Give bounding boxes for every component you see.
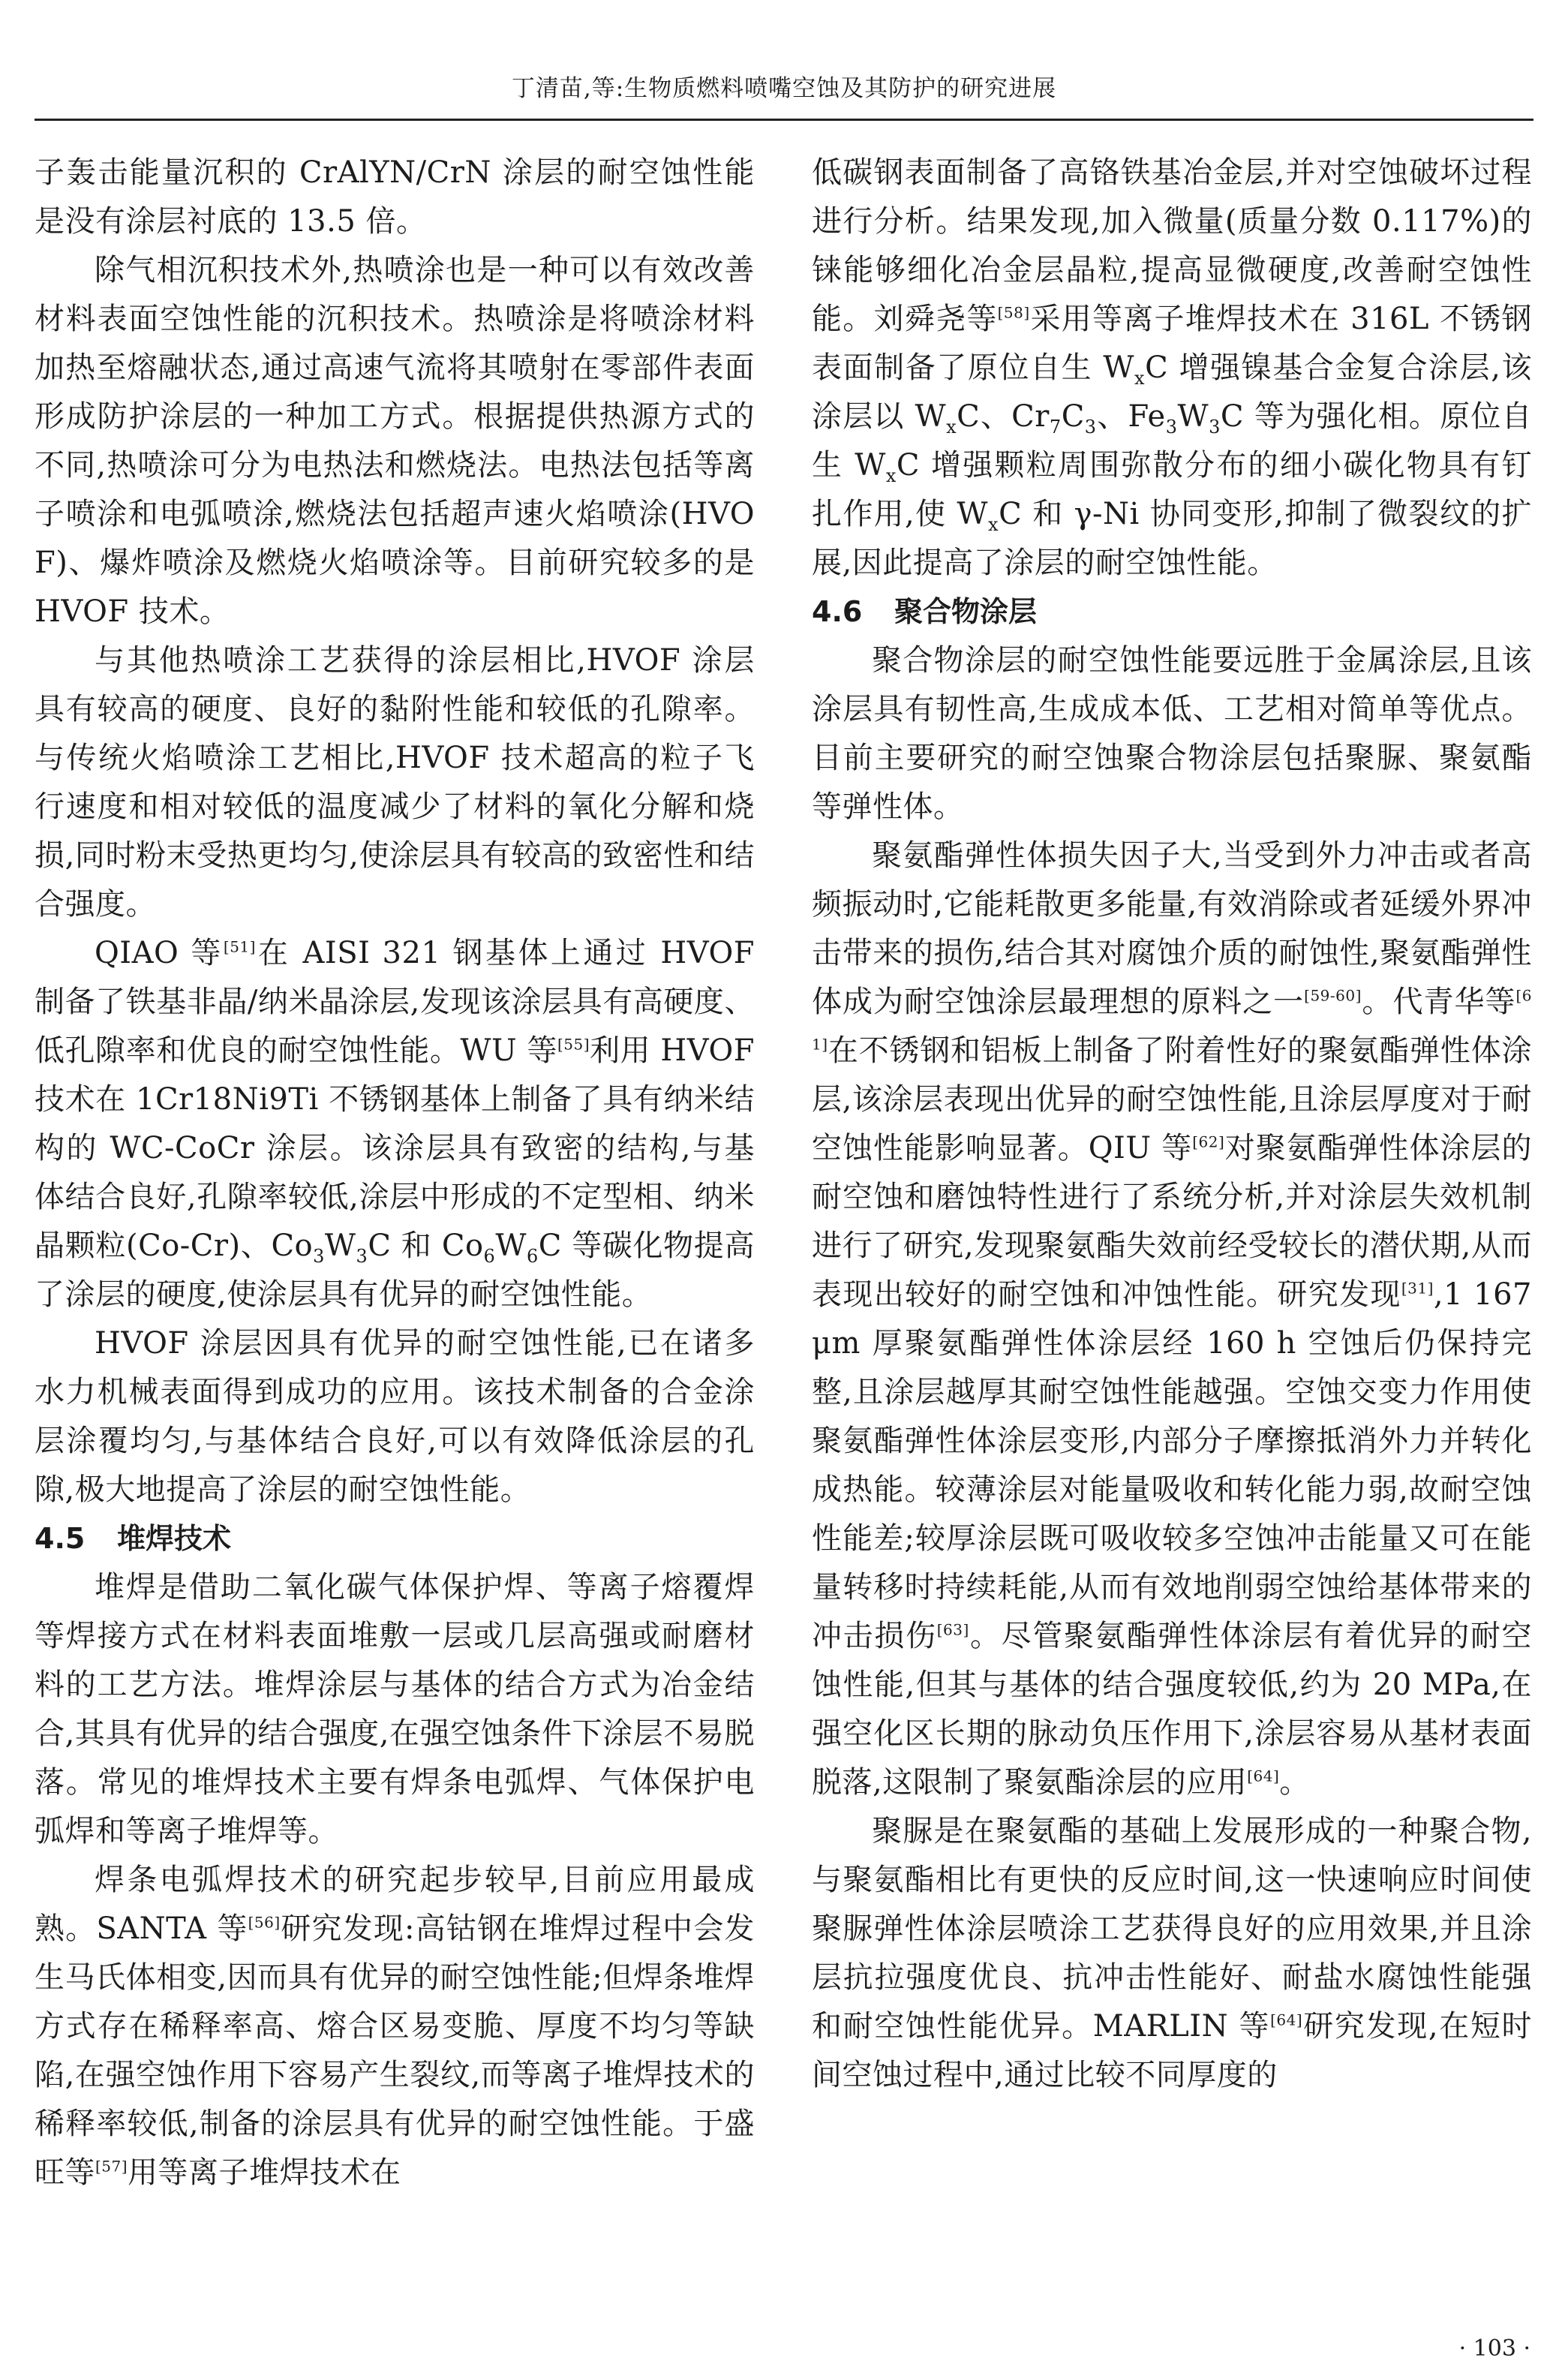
paragraph: 除气相沉积技术外,热喷涂也是一种可以有效改善材料表面空蚀性能的沉积技术。热喷涂是将喷涂材料加热至熔融状态,通过高速气流将其喷射在零部件表面形成防护涂层的一种加工方式。根据提供热源方式的不同,热喷涂可分为电热法和燃烧法。电热法包括等离子喷涂和电弧喷涂,燃烧法包括超声速火焰喷涂(HVOF)、爆炸喷涂及燃烧火焰喷涂等。目前研究较多的是 HVOF 技术。 (35, 253, 755, 629)
citation: [57] (95, 2157, 128, 2176)
section-heading: 4.6 聚合物涂层 (812, 595, 1038, 628)
paragraph: HVOF 涂层因具有优异的耐空蚀性能,已在诸多水力机械表面得到成功的应用。该技术制备的合金涂层涂覆均匀,与基体结合良好,可以有效降低涂层的孔隙,极大地提高了涂层的耐空蚀性能。 (35, 1326, 755, 1507)
citation: [56] (248, 1913, 281, 1932)
citation: [31] (1401, 1279, 1434, 1298)
page-number: · 103 · (1458, 2335, 1530, 2362)
paragraph: 与其他热喷涂工艺获得的涂层相比,HVOF 涂层具有较高的硬度、良好的黏附性能和较低的孔隙率。与传统火焰喷涂工艺相比,HVOF 技术超高的粒子飞行速度和相对较低的温度减少了材料的氧化分解和烧损,同时粉末受热更均匀,使涂层具有较高的致密性和结合强度。 (35, 643, 755, 922)
paragraph: 聚氨酯弹性体损失因子大,当受到外力冲击或者高频振动时,它能耗散更多能量,有效消除或者延缓外界冲击带来的损伤,结合其对腐蚀介质的耐蚀性,聚氨酯弹性体成为耐空蚀涂层最理想的原料之一[59-60]。代青华等[61]在不锈钢和铝板上制备了附着性好的聚氨酯弹性体涂层,该涂层表现出优异的耐空蚀性能,且涂层厚度对于耐空蚀性能影响显著。QIU 等[62]对聚氨酯弹性体涂层的耐空蚀和磨蚀特性进行了系统分析,并对涂层失效机制进行了研究,发现聚氨酯失效前经受较长的潜伏期,从而表现出较好的耐空蚀和冲蚀性能。研究发现[31],1 167 μm 厚聚氨酯弹性体涂层经 160 h 空蚀后仍保持完整,且涂层越厚其耐空蚀性能越强。空蚀交变力作用使聚氨酯弹性体涂层变形,内部分子摩擦抵消外力并转化成热能。较薄涂层对能量吸收和转化能力弱,故耐空蚀性能差;较厚涂层既可吸收较多空蚀冲击能量又可在能量转移时持续耗能,从而有效地削弱空蚀给基体带来的冲击损伤[63]。尽管聚氨酯弹性体涂层有着优异的耐空蚀性能,但其与基体的结合强度较低,约为 20 MPa,在强空化区长期的脉动负压作用下,涂层容易从基材表面脱落,这限制了聚氨酯涂层的应用[64]。 (812, 838, 1533, 1800)
citation: [55] (557, 1035, 590, 1054)
citation: [59-60] (1304, 986, 1362, 1005)
citation: [64] (1270, 2011, 1303, 2029)
paragraph: 低碳钢表面制备了高铬铁基冶金层,并对空蚀破坏过程进行分析。结果发现,加入微量(质量分数 0.117%)的铼能够细化冶金层晶粒,提高显微硬度,改善耐空蚀性能。刘舜尧等[58]采用等离子堆焊技术在 316L 不锈钢表面制备了原位自生 $W_xC$ 增强镍基合金复合涂层,该涂层以 $W_xC$、$Cr_7C_3$、$Fe_3W_3C$ 等为强化相。原位自生 $W_xC$ 增强颗粒周围弥散分布的细小碳化物具有钉扎作用,使 $W_xC$ 和 γ-Ni 协同变形,抑制了微裂纹的扩展,因此提高了涂层的耐空蚀性能。 (812, 155, 1533, 580)
citation: [64] (1247, 1767, 1280, 1785)
header-rule (35, 119, 1533, 121)
citation: [61] (812, 986, 1533, 1054)
left-column (35, 149, 755, 2197)
citation: [63] (936, 1620, 969, 1639)
citation: [58] (997, 303, 1030, 322)
running-header: 丁清苗,等:生物质燃料喷嘴空蚀及其防护的研究进展 (511, 75, 1057, 102)
citation: [51] (223, 937, 256, 956)
paragraph: 堆焊是借助二氧化碳气体保护焊、等离子熔覆焊等焊接方式在材料表面堆敷一层或几层高强或耐磨材料的工艺方法。堆焊涂层与基体的结合方式为冶金结合,其具有优异的结合强度,在强空蚀条件下涂层不易脱落。常见的堆焊技术主要有焊条电弧焊、气体保护电弧焊和等离子堆焊等。 (35, 1570, 755, 1848)
right-column (812, 149, 1532, 2100)
paragraph: 聚脲是在聚氨酯的基础上发展形成的一种聚合物,与聚氨酯相比有更快的反应时间,这一快速响应时间使聚脲弹性体涂层喷涂工艺获得良好的应用效果,并且涂层抗拉强度优良、抗冲击性能好、耐盐水腐蚀性能强和耐空蚀性能优异。MARLIN 等[64]研究发现,在短时间空蚀过程中,通过比较不同厚度的 (812, 1814, 1532, 2092)
paragraph: 子轰击能量沉积的 CrAlYN/CrN 涂层的耐空蚀性能是没有涂层衬底的 13.5 倍。 (35, 155, 755, 239)
paragraph: 焊条电弧焊技术的研究起步较早,目前应用最成熟。SANTA 等[56]研究发现:高钴钢在堆焊过程中会发生马氏体相变,因而具有优异的耐空蚀性能;但焊条堆焊方式存在稀释率高、熔合区易变脆、厚度不均匀等缺陷,在强空蚀作用下容易产生裂纹,而等离子堆焊技术的稀释率较低,制备的涂层具有优异的耐空蚀性能。于盛旺等[57]用等离子堆焊技术在 (35, 1863, 755, 2190)
section-heading: 4.5 堆焊技术 (35, 1522, 232, 1555)
paragraph: QIAO 等[51]在 AISI 321 钢基体上通过 HVOF 制备了铁基非晶/纳米晶涂层,发现该涂层具有高硬度、低孔隙率和优良的耐空蚀性能。WU 等[55]利用 HVOF 技术在 1Cr18Ni9Ti 不锈钢基体上制备了具有纳米结构的 WC-CoCr 涂层。该涂层具有致密的结构,与基体结合良好,孔隙率较低,涂层中形成的不定型相、纳米晶颗粒(Co-Cr)、$Co_3W_3C$ 和 $Co_6W_6C$ 等碳化物提高了涂层的硬度,使涂层具有优异的耐空蚀性能。 (35, 936, 755, 1312)
paragraph: 聚合物涂层的耐空蚀性能要远胜于金属涂层,且该涂层具有韧性高,生成成本低、工艺相对简单等优点。目前主要研究的耐空蚀聚合物涂层包括聚脲、聚氨酯等弹性体。 (812, 643, 1532, 824)
citation: [62] (1192, 1132, 1225, 1151)
